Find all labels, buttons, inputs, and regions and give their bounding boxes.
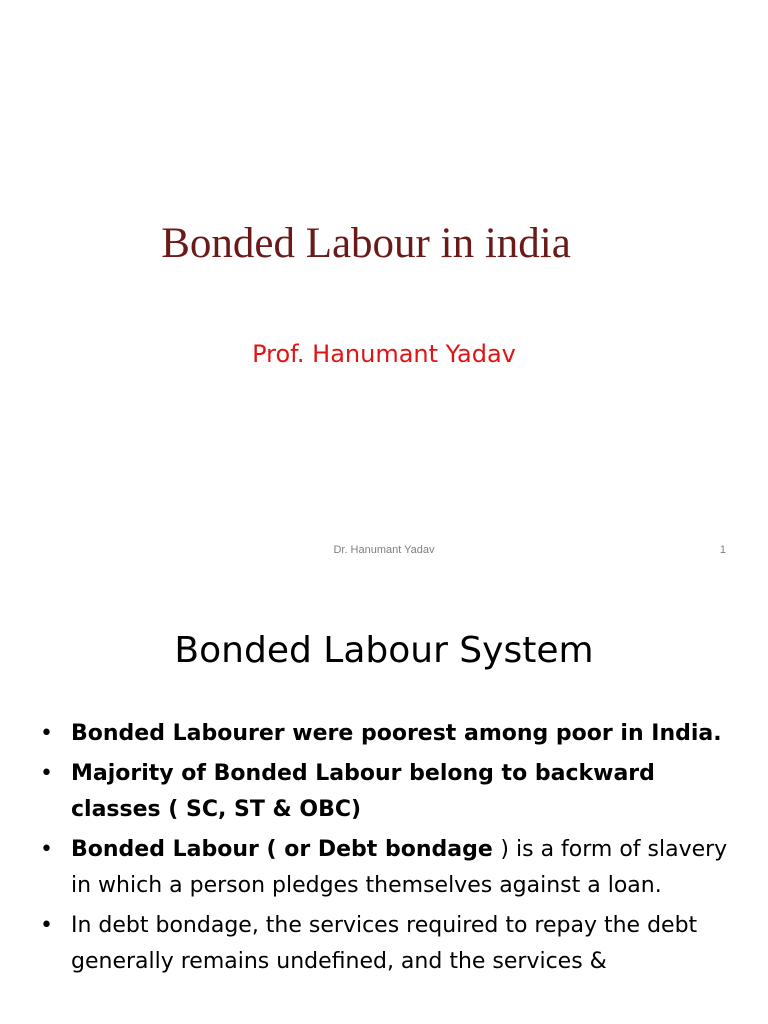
bullet-text: In debt bondage, the services required to repay the debt generally remains undefined, and the services & (71, 913, 698, 974)
bullet-icon: • (40, 721, 53, 746)
bullet-bold-text: Bonded Labourer were poorest among poor in India. (71, 721, 722, 746)
slide-subtitle: Prof. Hanumant Yadav (252, 340, 516, 368)
slide-footer: Dr. Hanumant Yadav (333, 544, 435, 556)
bullet-icon: • (40, 837, 53, 862)
slide-title: Bonded Labour in india (161, 220, 571, 267)
bullet-icon: • (40, 913, 53, 938)
page-number: 1 (719, 544, 726, 556)
slide-2-title: Bonded Labour System (174, 630, 594, 671)
bullet-icon: • (40, 761, 53, 786)
bullet-item (40, 832, 732, 904)
bullet-item (40, 908, 732, 980)
bullet-item (40, 756, 732, 828)
bullet-bold-text: Bonded Labour ( or Debt bondage (71, 837, 501, 862)
bullet-text: ) is a form of slavery in which a person pledges themselves against a loan. (71, 837, 728, 898)
bullet-item (40, 716, 732, 752)
bullet-bold-text: Majority of Bonded Labour belong to backward classes ( SC, ST & OBC) (71, 761, 655, 822)
bullet-list (40, 716, 732, 984)
